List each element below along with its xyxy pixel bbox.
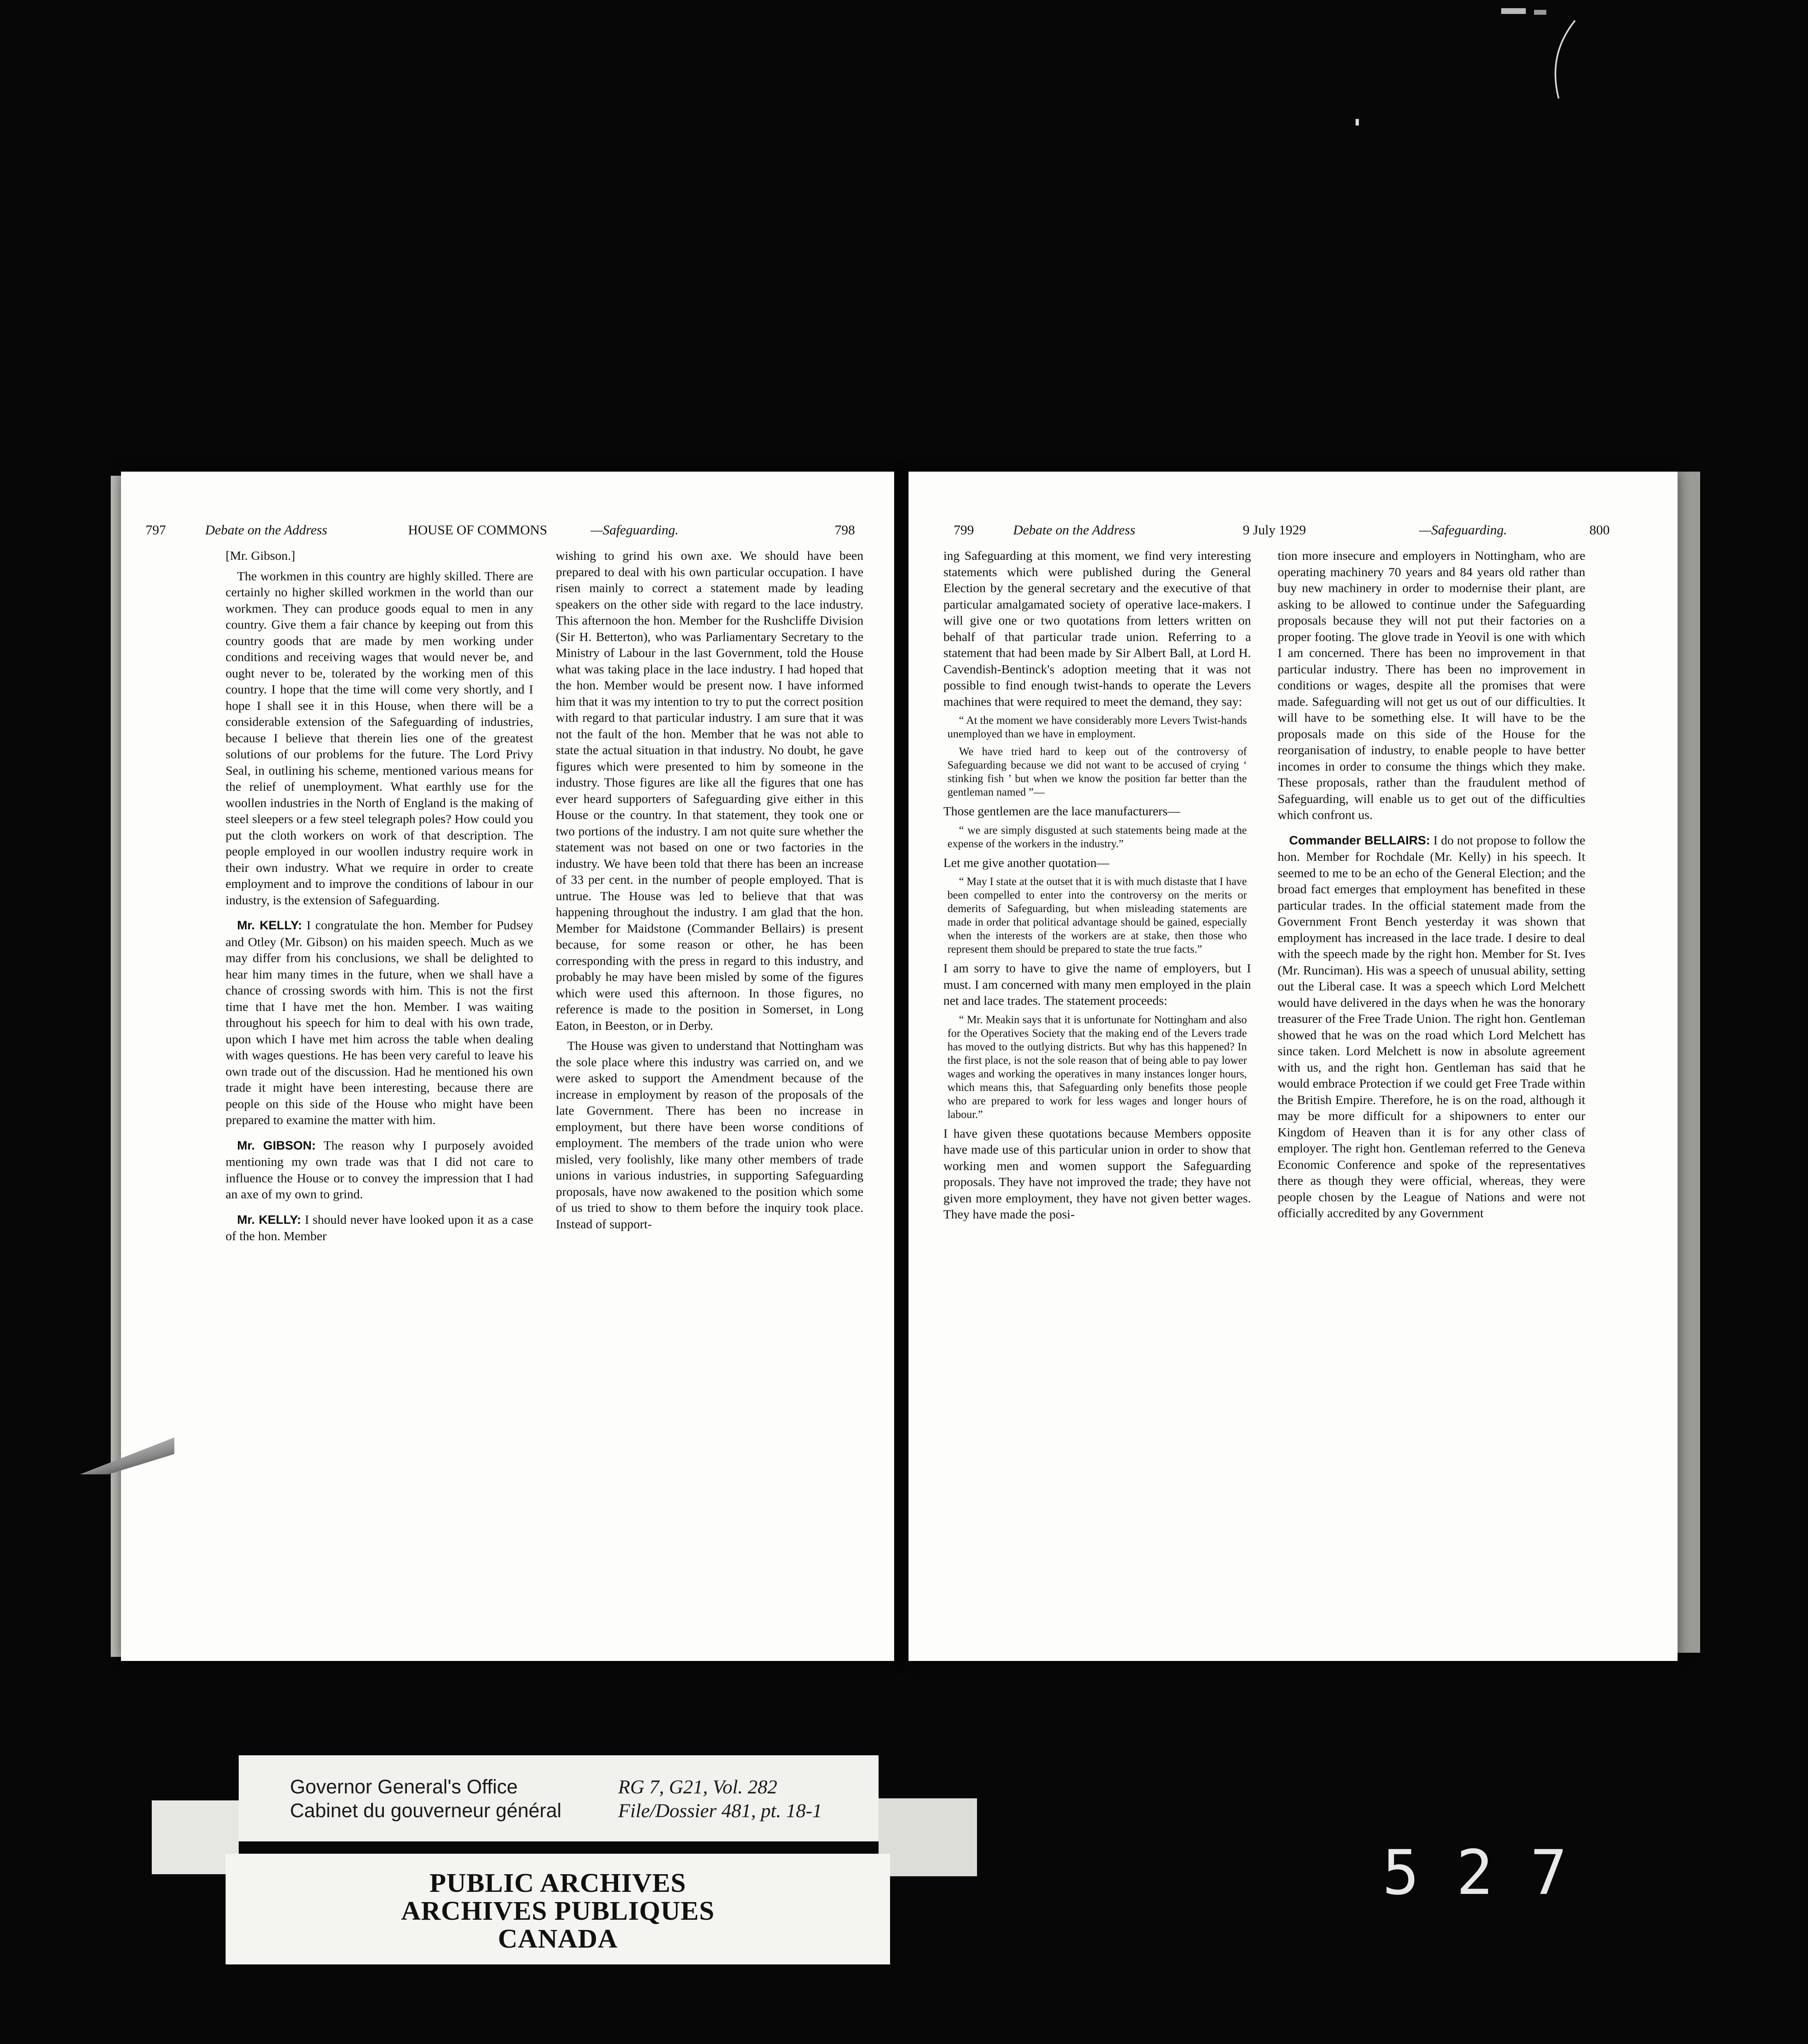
text-column: [556, 548, 863, 1647]
film-speck: [1534, 10, 1546, 15]
record-group: RG 7, G21, Vol. 282: [618, 1776, 777, 1798]
running-head-section: Debate on the Address: [205, 523, 327, 538]
speech-text: I should never have looked upon it as a case of the hon. Member: [226, 1212, 533, 1243]
frame-number: 527: [1382, 1837, 1604, 1909]
office-name-en: Governor General's Office: [290, 1776, 518, 1798]
office-name-fr: Cabinet du gouverneur général: [290, 1800, 562, 1822]
running-head-house: HOUSE OF COMMONS: [408, 523, 548, 538]
body-paragraph: Those gentlemen are the lace manufacturers—: [943, 804, 1180, 818]
page-number: 799: [954, 523, 974, 538]
body-paragraph: Let me give another quotation—: [943, 855, 1109, 870]
film-scratch: [1534, 16, 1583, 115]
speech-paragraph: [1278, 832, 1585, 1221]
speech-paragraph: [226, 1137, 533, 1202]
file-reference: File/Dossier 481, pt. 18-1: [618, 1800, 822, 1822]
speaker-name: Commander BELLAIRS:: [1289, 833, 1430, 847]
running-head-topic: —Safeguarding.: [591, 523, 679, 538]
body-paragraph: wishing to grind his own axe. We should have been prepared to deal with his own particular occupation. I have risen mainly to correct a statement made by leading speakers on the other side with regard to the lace industry. This afternoon the hon. Member for the Rushcliffe Division (Sir H. Betterton), who was Parliamentary Secretary to the Ministry of Labour in the last Government, told the House what was taking place in the lace industry. I had hoped that the hon. Member would be present now. I have informed him that it was my intention to try to put the correct position with regard to that particular industry. I am sure that it was not the fault of the hon. Member that he was not able to state the actual situation in that industry. No doubt, he gave figures which were presented to him by someone in the industry. Those figures are like all the figures that one has ever heard supporters of Safeguarding give either in this House or the country. In that statement, they took one or two portions of the industry. I am not quite sure whether the statement was not based on one or two factories in the industry. We have been told that there has been an increase of 33 per cent. in the number of people employed. That is untrue. The House was led to believe that that was happening throughout the industry. I am glad that the hon. Member for Maidstone (Commander Bellairs) is present because, for some reason or other, he has been corresponding with the press in regard to this industry, and probably he may have been misled by some of the figures which were used this afternoon. In those figures, no reference is made to the position in Somerset, in Long Eaton, in Beeston, or in Derby.: [556, 548, 863, 1033]
book-gutter: [894, 468, 909, 1665]
text-column: [226, 548, 533, 1647]
speaker-name: Mr. KELLY:: [237, 1213, 301, 1227]
public-archives-label: [226, 1854, 890, 1964]
page-header: [146, 523, 870, 543]
film-speck: [1501, 8, 1526, 14]
speaker-name: Mr. KELLY:: [237, 919, 302, 932]
body-paragraph: ing Safeguarding at this moment, we find very interesting statements which were published during the General Election by the general secretary and the executive of that particular amalgamated society of operative lace-makers. I will give one or two quotations from letters written on behalf of that particular trade union. Referring to a statement that had been made by Sir Albert Ball, at Lord H. Cavendish-Bentinck's adoption meeting that it was not possible to find enough twist-hands to operate the Levers machines that were required to meet the demand, they say:: [943, 548, 1251, 709]
body-paragraph: [Mr. Gibson.]: [226, 548, 295, 563]
body-paragraph: I am sorry to have to give the name of employers, but I must. I am concerned with many men employed in the plain net and lace trades. The statement proceeds:: [943, 961, 1251, 1008]
speech-text: I congratulate the hon. Member for Pudsey and Otley (Mr. Gibson) on his maiden speech. Much as we may differ from his conclusions, we shall be delighted to hear him many times in the future, when we shall have a chance of crossing swords with him. This is not the first time that I have met the hon. Member. I was waiting throughout his speech for him to deal with his own trade, upon which I have met him across the table when dealing with wages questions. He has been very careful to leave his own trade out of the discussion. Had he mentioned his own trade it might have been interesting, because there are people on this side of the House who might have been prepared to examine the matter with him.: [226, 918, 533, 1127]
archives-country: CANADA: [498, 1924, 618, 1954]
right-page: [909, 472, 1678, 1661]
quotation: “ we are simply disgusted at such statements being made at the expense of the workers in the industry.”: [947, 824, 1247, 850]
body-paragraph: I have given these quotations because Members opposite have made use of this particular union in order to show that working men and women support the Safeguarding proposals. They have not improved the trade; they have not given more employment, they have not given better wages. They have made the posi-: [943, 1126, 1251, 1221]
quotation: “ At the moment we have considerably more Levers Twist-hands unemployed than we have in employment.: [947, 714, 1247, 740]
text-column: [943, 548, 1251, 1647]
archives-title-fr: ARCHIVES PUBLIQUES: [401, 1896, 715, 1926]
speech-text: I do not propose to follow the hon. Member for Rochdale (Mr. Kelly) in his speech. It seemed to me to be an echo of the General Election; and the broad fact emerges that employment has benefited in these particular trades. In the official statement made from the Government Front Bench yesterday it was shown that employment has increased in the lace trade. I desire to deal with the speech made by the right hon. Member for St. Ives (Mr. Runciman). His was a speech of unusual ability, setting out the Liberal case. It was a speech which Lord Melchett would have delivered in the days when he was the honorary treasurer of the Free Trade Union. The right hon. Gentleman showed that he was on the road which Lord Melchett has since taken. Lord Melchett is now in absolute agreement with us, and the right hon. Gentleman has said that he would embrace Protection if we could get Free Trade within the British Empire. Therefore, he is on the road, although it may be more difficult for a shipowners to enter our Kingdom of Heaven than it is for any other class of employer. The right hon. Gentleman referred to the Geneva Economic Conference and spoke of the representatives there as though they were official, whereas, they were people chosen by the League of Nations and were not officially accredited by any Government: [1278, 833, 1585, 1220]
speech-text: The reason why I purposely avoided mentioning my own trade was that I did not care to influence the House or to convey the impression that I had an axe of my own to grind.: [226, 1138, 533, 1201]
quotation: We have tried hard to keep out of the controversy of Safeguarding because we did not want to be accused of crying ‘ stinking fish ’ but when we know the position far better than the gentleman named ”—: [947, 745, 1247, 798]
running-head-topic: —Safeguarding.: [1419, 523, 1507, 538]
film-speck: [1356, 119, 1359, 125]
archives-title-en: PUBLIC ARCHIVES: [429, 1868, 686, 1898]
quotation: “ Mr. Meakin says that it is unfortunate for Nottingham and also for the Operatives Society that the making end of the Levers trade has moved to the outlying districts. But why has this happened? In the first place, is not the sole reason that of being able to pay lower wages and working the operatives in many instances longer hours, which means this, that Safeguarding only benefits those people who are prepared to work for less wages and longer hours of labour.”: [947, 1013, 1247, 1120]
page-number: 800: [1589, 523, 1610, 538]
label-tab: [879, 1798, 977, 1876]
speech-paragraph: [226, 917, 533, 1128]
body-paragraph: The House was given to understand that Nottingham was the sole place where this industry was carried on, and we were asked to support the Amendment because of the increase in employment by reason of the proposals of the late Government. There has been no increase in employment, but there have been worse conditions of employment. The members of the trade union who were misled, very foolishly, like many other members of trade unions in various industries, in supporting Safeguarding proposals, have now awakened to the position which some of us tried to show to them before the inquiry took place. Instead of support-: [556, 1038, 863, 1231]
speech-paragraph: [226, 1211, 533, 1244]
running-head-section: Debate on the Address: [1013, 523, 1135, 538]
page-edge: [1678, 472, 1700, 1653]
body-paragraph: tion more insecure and employers in Nottingham, who are operating machinery 70 years and 84 years old rather than buy new machinery in order to modernise their plant, are asking to be allowed to continue under the Safeguarding proposals because they will not put their factories on a proper footing. The glove trade in Yeovil is one with which I am concerned. There has been no improvement in that particular industry. There has been no improvement in conditions or wages, despite all the promises that were made. Safeguarding will not get us out of our difficulties. It will have to be something else. It will have to be the proposals made on this side of the House for the reorganisation of industry, to enable people to have better incomes in order to consume the things which they make. These proposals, rather than the fraudulent method of Safeguarding, will enable us to get out of the difficulties which confront us.: [1278, 548, 1585, 822]
page-number: 798: [835, 523, 855, 538]
speaker-name: Mr. GIBSON:: [237, 1138, 316, 1152]
body-paragraph: The workmen in this country are highly skilled. There are certainly no higher skilled workmen in the world than our workmen. They can produce goods equal to men in any country. Give them a fair chance by keeping out from this country goods that are made by men working under conditions and receiving wages that would never be, and ought never to be, tolerated by the working men of this country. I hope that the time will come very shortly, and I hope I shall see it in this House, when there will be a considerable extension of the Safeguarding of industries, because I believe that therein lies one of the greatest solutions of our problems for the future. The Lord Privy Seal, in outlining his scheme, mentioned various means for the relief of unemployment. What earthly use for the woollen industries in the North of England is the making of steel sleepers or a few steel telegraph poles? How could you put the cloth workers on work of that description. The people employed in our woollen industry require work in their own industry. What we require in order to create employment and to improve the conditions of labour in our industry, is the extension of Safeguarding.: [226, 568, 533, 907]
running-head-date: 9 July 1929: [1243, 523, 1306, 538]
page-header: [933, 523, 1653, 543]
quotation: “ May I state at the outset that it is with much distaste that I have been compelled to enter into the controversy on the merits or demerits of Safeguarding, but when misleading statements are made in order that political advantage should be gained, especially when the interests of the workers are at stake, then those who represent them should be prepared to state the true facts.”: [947, 875, 1247, 955]
left-page: [121, 472, 894, 1661]
text-column: [1278, 548, 1585, 1647]
page-number: 797: [146, 523, 166, 538]
archive-reference-label: [239, 1755, 879, 1841]
